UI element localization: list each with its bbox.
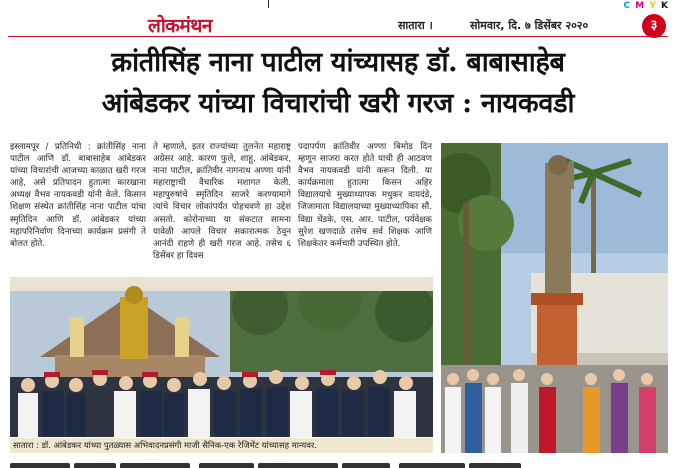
edition-date: सोमवार, दि. ७ डिसेंबर २०२०: [470, 19, 589, 32]
article-paragraph: ते म्हणाले, इतर राज्यांच्या तुलनेत महाराष्ट्र अग्रेसर आहे. कारण फुले, शाहू, आंबेडकर, नाना पाटील, क्रांतिवीर नागनाथ अण्णा यांनी महाराष्ट्राची वैचारिक मशागत केली. महापुरुषांचे स्मृतिदिन साजरे करण्यामागे त्यांचे विचार लोकांपर्यंत पोहचवणे हा उद्देश असतो. कोरोनाच्या या संकटात सामना यावेळी आपले विचार सकारात्मक ठेवून आनंदी राहणे ही खरी गरज आहे. तसेच ६ डिसेंबर हा दिवस: [153, 142, 291, 261]
statue-photo-illustration: [441, 143, 668, 453]
photo-caption: सातारा : डॉ. आंबेडकर यांच्या पुतळ्यास अभिवादनप्रसंगी माजी सैनिक-एक रेजिमेंट यांच्यासह मान्यवर.: [10, 438, 433, 453]
edition-city: सातारा ।: [398, 19, 433, 32]
newspaper-brand: लोकमंथन: [148, 15, 212, 37]
article-column-2: [153, 141, 291, 269]
cmyk-print-marks: [623, 1, 669, 11]
next-article-headline-cutoff: [10, 458, 668, 468]
article-paragraph: इस्लामपूर / प्रतिनिधी : क्रांतीसिंह नाना पाटील आणि डॉ. बाबासाहेब आंबेडकर यांच्या विचारांची आजच्या काळात खरी गरज आहे, असे प्रतिपादन हुतात्मा कारखाना अध्यक्ष वैभव नायकवडी यांनी केले. किसान शिक्षण संस्थेत क्रांतीसिंह नाना पाटील यांचा स्मृतिदिन आणि डॉ. आंबेडकर यांच्या महापरिनिर्वाण दिनाच्या कार्यक्रम प्रसंगी ते बोलत होते.: [10, 142, 146, 249]
article-column-1: [10, 141, 146, 269]
article-paragraph: पदापर्पण क्रांतिवीर अण्णा बिमोड दिन म्हणून साजरा करत होते याची ही आठवण वैभव नायकवडी यांनी करून दिली. या कार्यक्रमाला हुतात्मा किसन अहिर विद्यालयाचे मुख्याध्यापक मधुकर वायदंडे, जिजामाता विद्यालयाच्या मुख्याध्यापिका सौ. विद्या चेंडके, एस. आर. पाटील, पर्यवेक्षक सुरेश खणदाळे तसेच सर्व शिक्षक आणि शिक्षकेतर कर्मचारी उपस्थित होते.: [298, 142, 432, 249]
statue-photo: [441, 143, 668, 453]
registration-mark: [268, 0, 269, 8]
cmyk-c: C: [623, 1, 632, 11]
headline-line-2: आंबेडकर यांच्या विचारांची खरी गरज : नायकवडी: [101, 88, 575, 119]
cmyk-y: Y: [649, 1, 657, 11]
event-photo-crowd: [10, 277, 433, 437]
newspaper-masthead: [8, 13, 668, 37]
cmyk-m: M: [635, 1, 646, 11]
crowd-photo-illustration: [10, 277, 433, 437]
page-number-badge: ३: [642, 14, 666, 38]
cmyk-k: K: [661, 1, 669, 11]
article-column-3: [298, 141, 432, 269]
headline-line-1: क्रांतीसिंह नाना पाटील यांच्यासह डॉ. बाबासाहेब: [111, 47, 565, 78]
